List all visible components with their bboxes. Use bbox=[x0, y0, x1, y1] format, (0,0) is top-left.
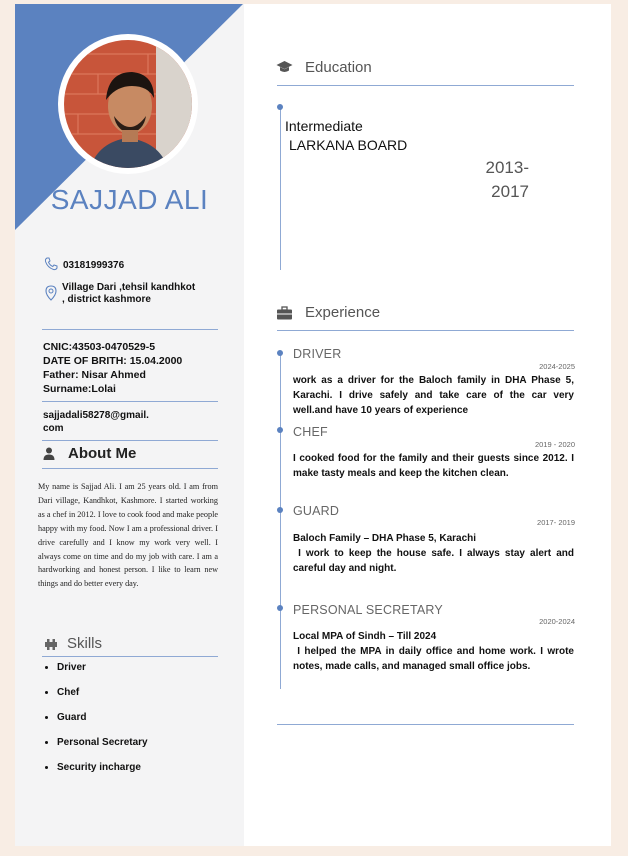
job-title: PERSONAL SECRETARY bbox=[293, 603, 443, 617]
date-of-birth: DATE OF BRITH: 15.04.2000 bbox=[43, 355, 183, 367]
timeline-line bbox=[280, 354, 281, 689]
phone-number: 03181999376 bbox=[63, 260, 125, 271]
timeline-dot bbox=[277, 605, 283, 611]
cnic: CNIC:43503-0470529-5 bbox=[43, 341, 156, 353]
job-description: work as a driver for the Baloch family in DHA Phase 5, Karachi. I drive safely and take care of the car very well.and have 10 years of experience bbox=[293, 375, 574, 416]
education-title: Education bbox=[305, 59, 372, 76]
education-board: LARKANA BOARD bbox=[289, 137, 408, 153]
job-date: 2020-2024 bbox=[539, 617, 575, 626]
education-degree: Intermediate bbox=[285, 118, 363, 134]
timeline-line bbox=[280, 107, 281, 270]
list-item: Security incharge bbox=[45, 762, 148, 787]
resume-page bbox=[15, 4, 611, 846]
about-title: About Me bbox=[68, 445, 137, 462]
skills-list bbox=[45, 662, 148, 787]
user-icon bbox=[43, 447, 55, 460]
education-years: 2013- 2017 bbox=[485, 158, 529, 201]
email-line-2: com bbox=[43, 423, 64, 434]
divider bbox=[42, 468, 218, 469]
timeline-dot bbox=[277, 507, 283, 513]
location-pin-icon bbox=[44, 285, 58, 301]
timeline-dot bbox=[277, 104, 283, 110]
sidebar bbox=[15, 4, 244, 846]
list-item: Driver bbox=[45, 662, 148, 687]
divider bbox=[277, 330, 574, 331]
job-description: I cooked food for the family and their guests since 2012. I make tasty meals and keep the kitchen clean. bbox=[293, 453, 574, 479]
address bbox=[62, 282, 195, 306]
timeline-dot bbox=[277, 427, 283, 433]
job-title: GUARD bbox=[293, 504, 340, 518]
job-description: Local MPA of Sindh – Till 2024 I helped the MPA in daily office and home work. I wrote notes, made calls, and managed small office jobs. bbox=[293, 631, 577, 672]
skills-title: Skills bbox=[67, 635, 103, 652]
divider bbox=[42, 329, 218, 330]
job-title: DRIVER bbox=[293, 347, 342, 361]
divider bbox=[42, 656, 218, 657]
surname: Surname:Lolai bbox=[43, 383, 116, 395]
divider bbox=[277, 85, 574, 86]
divider bbox=[277, 724, 574, 725]
list-item: Personal Secretary bbox=[45, 737, 148, 762]
about-text: My name is Sajjad Ali. I am 25 years old. I am from Dari village, Kandhkot, Kashmore. I started working as a chef in 2012. I love to cook food and make people happy with my food. Now I am a professional driver. I drive carefully and I know my work very well. I always come on time and do my job with care. I am a hardworking and honest person. I like to learn new things and do better every day. bbox=[38, 482, 218, 589]
address-line-1: Village Dari ,tehsil kandhkot bbox=[62, 282, 196, 293]
job-date: 2019 - 2020 bbox=[534, 440, 575, 449]
profile-photo bbox=[58, 34, 198, 174]
job-date: 2024-2025 bbox=[539, 362, 575, 371]
address-line-2: , district kashmore bbox=[62, 294, 151, 305]
candidate-name: SAJJAD ALI bbox=[50, 184, 209, 215]
experience-title: Experience bbox=[305, 304, 381, 321]
job-description: Baloch Family – DHA Phase 5, Karachi I work to keep the house safe. I always stay alert and careful day and night. bbox=[293, 533, 577, 574]
briefcase-icon bbox=[276, 306, 293, 320]
phone-icon bbox=[44, 257, 58, 271]
timeline-dot bbox=[277, 350, 283, 356]
email-line-1: sajjadali58278@gmail. bbox=[43, 410, 149, 421]
list-item: Guard bbox=[45, 712, 148, 737]
job-date: 2017- 2019 bbox=[537, 518, 575, 527]
divider bbox=[42, 440, 218, 441]
personal-info bbox=[43, 340, 182, 396]
father-name: Father: Nisar Ahmed bbox=[43, 369, 146, 381]
puzzle-icon bbox=[43, 638, 59, 651]
email bbox=[43, 409, 149, 435]
list-item: Chef bbox=[45, 687, 148, 712]
divider bbox=[42, 401, 218, 402]
graduation-cap-icon bbox=[276, 60, 293, 74]
job-title: CHEF bbox=[293, 425, 328, 439]
